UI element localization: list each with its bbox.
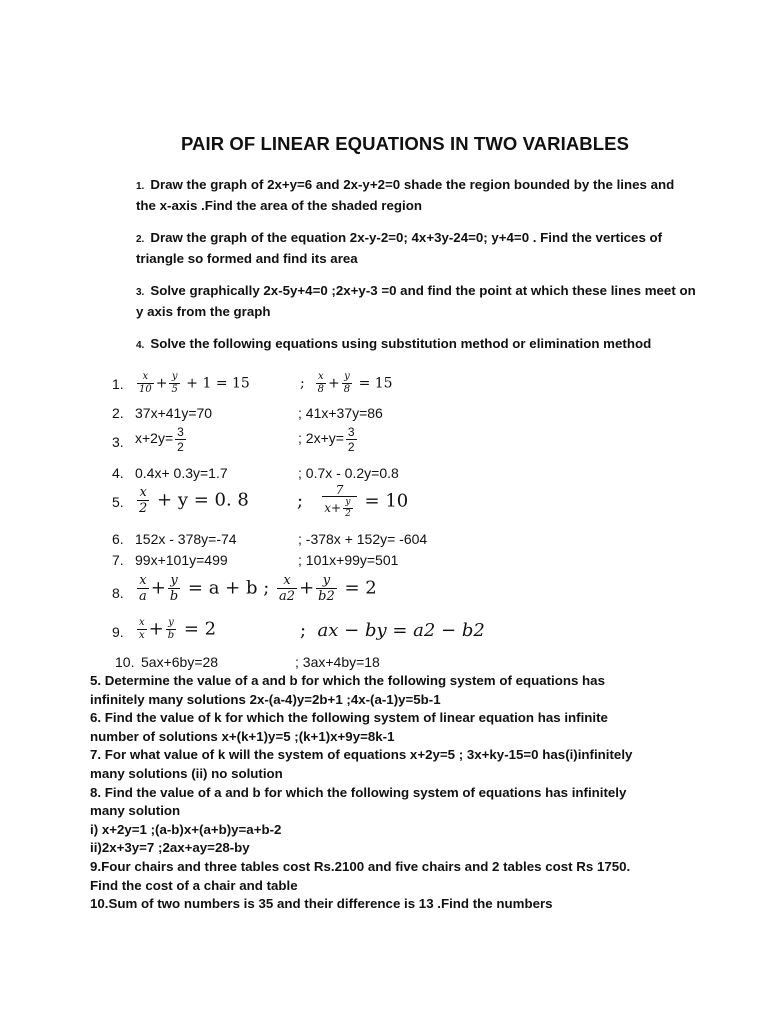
equation-5 — [112, 484, 672, 528]
question-1 — [136, 175, 696, 215]
question-text: Draw the graph of the equation 2x-y-2=0; 4x+3y-24=0; y+4=0 . Find the vertices of triangle so formed and find its area — [136, 230, 663, 266]
question-text: Draw the graph of 2x+y=6 and 2x-y+2=0 shade the region bounded by the lines and the x-axis .Find the area of the shaded region — [136, 177, 675, 213]
question-text: Solve the following equations using substitution method or elimination method — [150, 336, 652, 351]
equation-number: 10. — [115, 654, 135, 670]
question-number: 1. — [136, 181, 145, 192]
remaining-questions — [90, 672, 670, 914]
equation-right: ; 2x+y= $\frac{3}{2}$ — [298, 425, 355, 454]
text-line: 5. Determine the value of a and b for which the following system of equations has — [90, 673, 605, 688]
question-2 — [136, 228, 696, 268]
question-3 — [136, 281, 696, 321]
equation-10 — [112, 654, 672, 672]
equation-right: ; 41x+37y=86 — [298, 405, 383, 421]
equation-9 — [112, 618, 672, 648]
equation-number: 8. — [112, 585, 124, 601]
equation-4 — [112, 465, 672, 483]
equation-number: 3. — [112, 434, 124, 450]
question-number: 4. — [136, 340, 145, 351]
equation-left: $\frac{x}{10}$ + $\frac{y}{5}$ + 1 = 15 — [139, 371, 250, 395]
text-line: infinitely many solutions 2x-(a-4)y=2b+1 ;4x-(a-1)y=5b-1 — [90, 691, 441, 707]
equation-7 — [112, 552, 672, 570]
text-line: many solutions (ii) no solution — [90, 765, 283, 781]
equation-right: ; 3ax+4by=18 — [295, 654, 380, 670]
text-line: many solution — [90, 803, 181, 819]
equation-number: 2. — [112, 405, 124, 421]
equation-right: ; 0.7x - 0.2y=0.8 — [298, 465, 399, 481]
equation-left: 5ax+6by=28 — [141, 654, 219, 670]
equation-3 — [112, 426, 672, 458]
equation-number: 4. — [112, 465, 124, 481]
equation-right: ; ax − by = a2 − b2 — [300, 620, 485, 641]
page-title: PAIR OF LINEAR EQUATIONS IN TWO VARIABLES — [180, 133, 630, 154]
text-line: 7. For what value of k will the system of equations x+2y=5 ; 3x+ky-15=0 has(i)infinitely — [90, 747, 633, 763]
equation-left: 99x+101y=499 — [135, 552, 228, 568]
equation-number: 1. — [112, 376, 124, 392]
equation-number: 5. — [112, 494, 124, 510]
equation-left: $\frac{x}{a}$ + $\frac{y}{b}$ = a + b ; $\frac{x}{a2}$ + $\frac{y}{b2}$ = 2 — [139, 573, 377, 604]
text-line: 9.Four chairs and three tables cost Rs.2100 and five chairs and 2 tables cost Rs 1750. — [90, 858, 631, 874]
equation-8 — [112, 574, 672, 614]
text-line: Find the cost of a chair and table — [90, 877, 298, 893]
text-line: number of solutions x+(k+1)y=5 ;(k+1)x+9y=8k-1 — [90, 728, 395, 744]
equation-6 — [112, 531, 672, 549]
equation-1 — [112, 372, 672, 402]
equation-right: ; 101x+99y=501 — [298, 552, 399, 568]
equation-left: $\frac{x}{x}$ + $\frac{y}{b}$ = 2 — [139, 617, 217, 641]
equation-left: 37x+41y=70 — [135, 405, 213, 421]
equation-left: 0.4x+ 0.3y=1.7 — [135, 465, 228, 481]
equation-right: ; 7 x+ $\frac{y}{2}$ = 10 — [297, 483, 409, 519]
text-line: 8. Find the value of a and b for which the following system of equations has infinitely — [90, 784, 627, 800]
text-line: 10.Sum of two numbers is 35 and their difference is 13 .Find the numbers — [90, 896, 553, 912]
equation-left: $\frac{x}{2}$ + y = 0. 8 — [139, 485, 249, 516]
equation-number: 6. — [112, 531, 124, 547]
question-number: 3. — [136, 287, 145, 298]
equation-number: 9. — [112, 624, 124, 640]
equation-left: x+2y= $\frac{3}{2}$ — [135, 425, 184, 454]
equation-right: ; -378x + 152y= -604 — [298, 531, 428, 547]
equation-left: 152x - 378y=-74 — [135, 531, 237, 547]
text-line: i) x+2y=1 ;(a-b)x+(a+b)y=a+b-2 — [90, 821, 282, 837]
equation-2 — [112, 405, 672, 423]
text-line: 6. Find the value of k for which the following system of linear equation has infinite — [90, 710, 608, 726]
question-number: 2. — [136, 234, 145, 245]
question-4 — [136, 334, 696, 355]
text-line: ii)2x+3y=7 ;2ax+ay=28-by — [90, 840, 250, 856]
question-text: Solve graphically 2x-5y+4=0 ;2x+y-3 =0 and find the point at which these lines meet on y axis from the graph — [136, 283, 696, 319]
equation-right: ; $\frac{x}{8}$ + $\frac{y}{8}$ = 15 — [300, 371, 393, 395]
equation-number: 7. — [112, 552, 124, 568]
